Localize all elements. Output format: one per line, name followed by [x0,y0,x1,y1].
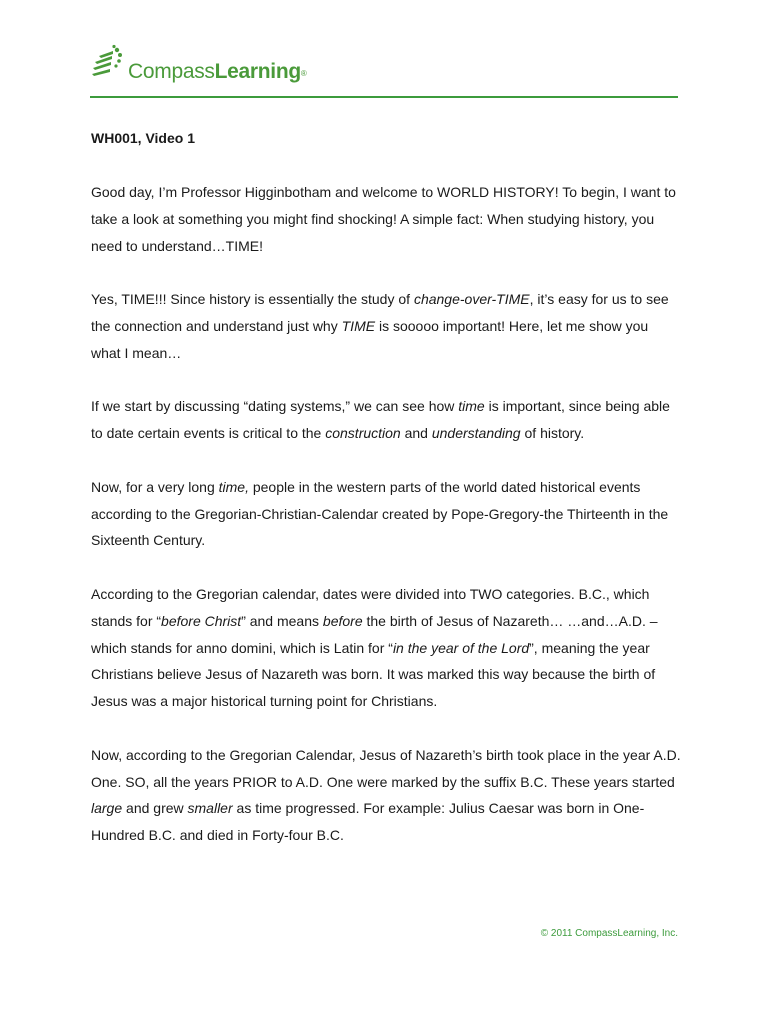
paragraph-3: If we start by discussing “dating systems,” we can see how time is important, since being able to date certain events is critical to the construction and understanding of history. [91,398,670,442]
compass-logo-icon [90,44,126,80]
header-divider [90,96,678,98]
copyright-footer: © 2011 CompassLearning, Inc. [540,928,678,939]
registered-mark: ® [300,69,307,78]
paragraph-1: Good day, I’m Professor Higginbotham and welcome to WORLD HISTORY! To begin, I want to take a look at something you might find shocking! A simple fact: When studying history, you need to understand…TIME! [91,184,676,254]
paragraph-4: Now, for a very long time, people in the western parts of the world dated historical events according to the Gregorian-Christian-Calendar created by Pope-Gregory-the Thirteenth in the Sixteenth Century. [91,478,669,549]
document-body [91,179,681,876]
header [90,44,680,90]
paragraph-6: Now, according to the Gregorian Calendar, Jesus of Nazareth’s birth took place in the year A.D. One. SO, all the years PRIOR to A.D. One were marked by the suffix B.C. These years started large and grew smaller as time progressed. For example: Julius Caesar was born in One-Hundred B.C. and died in Forty-four B.C. [91,746,681,844]
brand-name-light: Compass [128,60,215,83]
document-title: WH001, Video 1 [91,130,196,146]
paragraph-2: Yes, TIME!!! Since history is essentially the study of change-over-TIME, it’s easy for us to see the connection and understand just why TIME is sooooo important! Here, let me show you what I mean… [91,291,669,361]
brand-wordmark [128,60,307,84]
brand-name-bold: Learning [214,60,301,83]
paragraph-5: According to the Gregorian calendar, dates were divided into TWO categories. B.C., which stands for “before Christ” and means before the birth of Jesus of Nazareth… …and…A.D. – which stands for anno domini, which is Latin for “in the year of the Lord”, meaning the year Christians believe Jesus of Nazareth was born. It was marked this way because the birth of Jesus was a major historical turning point for Christians. [91,585,658,710]
